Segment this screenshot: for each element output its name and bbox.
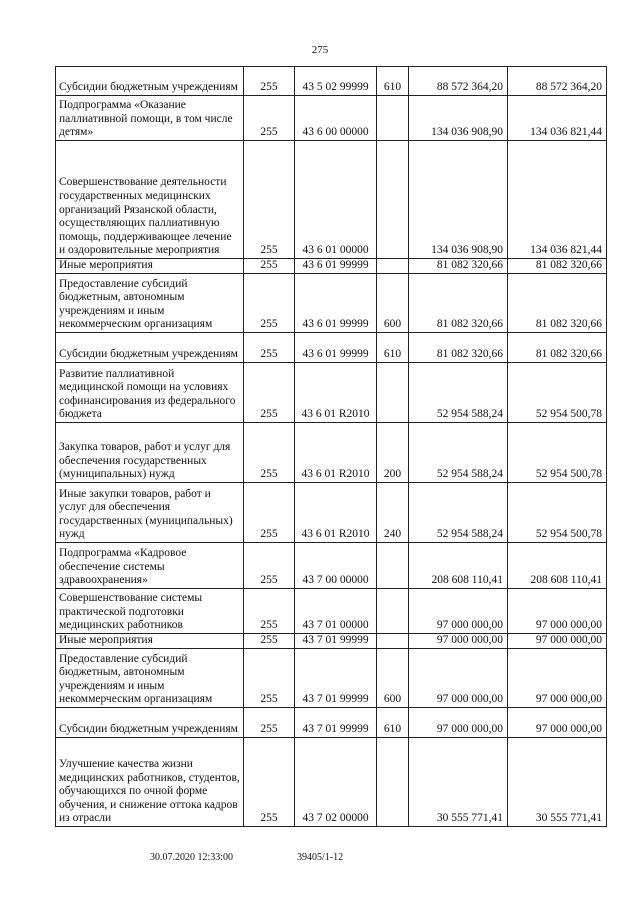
expense-type-code — [377, 363, 409, 423]
target-article-code: 43 6 01 99999 — [295, 274, 377, 333]
row-name: Субсидии бюджетным учреждениям — [56, 708, 244, 738]
amount-year-2: 97 000 000,00 — [508, 649, 607, 708]
target-article-code: 43 7 01 00000 — [295, 589, 377, 634]
amount-year-1: 52 954 588,24 — [409, 363, 508, 423]
ministry-code: 255 — [244, 649, 295, 708]
table-row — [56, 67, 607, 96]
ministry-code: 255 — [244, 589, 295, 634]
target-article-code: 43 7 01 99999 — [295, 634, 377, 649]
ministry-code: 255 — [244, 363, 295, 423]
amount-year-2: 97 000 000,00 — [508, 708, 607, 738]
amount-year-2: 52 954 500,78 — [508, 363, 607, 423]
amount-year-2: 81 082 320,66 — [508, 274, 607, 333]
expense-type-code — [377, 141, 409, 259]
amount-year-2: 134 036 821,44 — [508, 96, 607, 141]
table-row — [56, 333, 607, 363]
row-name: Иные мероприятия — [56, 259, 244, 274]
amount-year-2: 88 572 364,20 — [508, 67, 607, 96]
expense-type-code: 600 — [377, 649, 409, 708]
amount-year-1: 97 000 000,00 — [409, 708, 508, 738]
amount-year-1: 30 555 771,41 — [409, 738, 508, 827]
footer-datetime: 30.07.2020 12:33:00 — [150, 852, 234, 863]
row-name: Подпрограмма «Оказание паллиативной помощи, в том числе детям» — [56, 96, 244, 141]
page-number: 275 — [311, 44, 329, 56]
row-name: Субсидии бюджетным учреждениям — [56, 333, 244, 363]
target-article-code: 43 6 01 99999 — [295, 259, 377, 274]
expense-type-code: 610 — [377, 708, 409, 738]
expense-type-code — [377, 634, 409, 649]
expense-type-code: 240 — [377, 483, 409, 543]
amount-year-1: 81 082 320,66 — [409, 333, 508, 363]
amount-year-2: 134 036 821,44 — [508, 141, 607, 259]
amount-year-2: 208 608 110,41 — [508, 543, 607, 589]
ministry-code: 255 — [244, 67, 295, 96]
ministry-code: 255 — [244, 274, 295, 333]
target-article-code: 43 6 01 R2010 — [295, 483, 377, 543]
amount-year-1: 134 036 908,90 — [409, 96, 508, 141]
table-row — [56, 483, 607, 543]
ministry-code: 255 — [244, 738, 295, 827]
row-name: Совершенствование деятельности государственных медицинских организаций Рязанской области, осуществляющих паллиативную помощь, поддерживающее лечение и оздоровительные мероприятия — [56, 141, 244, 259]
target-article-code: 43 7 00 00000 — [295, 543, 377, 589]
ministry-code: 255 — [244, 423, 295, 483]
target-article-code: 43 6 01 R2010 — [295, 363, 377, 423]
row-name: Иные закупки товаров, работ и услуг для обеспечения государственных (муниципальных) нужд — [56, 483, 244, 543]
amount-year-1: 81 082 320,66 — [409, 259, 508, 274]
amount-year-2: 81 082 320,66 — [508, 333, 607, 363]
amount-year-1: 52 954 588,24 — [409, 423, 508, 483]
table-row — [56, 423, 607, 483]
table-row — [56, 649, 607, 708]
expense-type-code — [377, 96, 409, 141]
amount-year-2: 97 000 000,00 — [508, 589, 607, 634]
ministry-code: 255 — [244, 333, 295, 363]
target-article-code: 43 6 00 00000 — [295, 96, 377, 141]
target-article-code: 43 5 02 99999 — [295, 67, 377, 96]
target-article-code: 43 6 01 R2010 — [295, 423, 377, 483]
table-row — [56, 708, 607, 738]
row-name: Субсидии бюджетным учреждениям — [56, 67, 244, 96]
amount-year-2: 52 954 500,78 — [508, 423, 607, 483]
table-row — [56, 141, 607, 259]
target-article-code: 43 7 01 99999 — [295, 708, 377, 738]
ministry-code: 255 — [244, 543, 295, 589]
amount-year-1: 97 000 000,00 — [409, 634, 508, 649]
amount-year-1: 88 572 364,20 — [409, 67, 508, 96]
footer-doc-code: 39405/1-12 — [297, 852, 344, 863]
table-row — [56, 274, 607, 333]
expense-type-code — [377, 589, 409, 634]
expense-type-code: 200 — [377, 423, 409, 483]
table-row — [56, 589, 607, 634]
expense-type-code — [377, 738, 409, 827]
target-article-code: 43 6 01 99999 — [295, 333, 377, 363]
row-name: Развитие паллиативной медицинской помощи на условиях софинансирования из федерального бюджета — [56, 363, 244, 423]
ministry-code: 255 — [244, 483, 295, 543]
expense-type-code — [377, 259, 409, 274]
expense-type-code — [377, 543, 409, 589]
ministry-code: 255 — [244, 141, 295, 259]
row-name: Иные мероприятия — [56, 634, 244, 649]
expense-type-code: 610 — [377, 333, 409, 363]
expense-type-code: 600 — [377, 274, 409, 333]
table-row — [56, 363, 607, 423]
row-name: Совершенствование системы практической подготовки медицинских работников — [56, 589, 244, 634]
amount-year-1: 134 036 908,90 — [409, 141, 508, 259]
row-name: Закупка товаров, работ и услуг для обеспечения государственных (муниципальных) нужд — [56, 423, 244, 483]
row-name: Подпрограмма «Кадровое обеспечение системы здравоохранения» — [56, 543, 244, 589]
amount-year-1: 52 954 588,24 — [409, 483, 508, 543]
table-row — [56, 738, 607, 827]
budget-table — [55, 66, 607, 827]
ministry-code: 255 — [244, 96, 295, 141]
amount-year-2: 81 082 320,66 — [508, 259, 607, 274]
amount-year-2: 97 000 000,00 — [508, 634, 607, 649]
target-article-code: 43 7 01 99999 — [295, 649, 377, 708]
ministry-code: 255 — [244, 708, 295, 738]
amount-year-1: 208 608 110,41 — [409, 543, 508, 589]
table-row — [56, 543, 607, 589]
ministry-code: 255 — [244, 634, 295, 649]
table-row — [56, 96, 607, 141]
row-name: Предоставление субсидий бюджетным, автономным учреждениям и иным некоммерческим организациям — [56, 649, 244, 708]
expense-type-code: 610 — [377, 67, 409, 96]
table-row — [56, 259, 607, 274]
target-article-code: 43 6 01 00000 — [295, 141, 377, 259]
ministry-code: 255 — [244, 259, 295, 274]
table-row — [56, 634, 607, 649]
target-article-code: 43 7 02 00000 — [295, 738, 377, 827]
amount-year-2: 30 555 771,41 — [508, 738, 607, 827]
row-name: Улучшение качества жизни медицинских работников, студентов, обучающихся по очной форме обучения, и снижение оттока кадров из отрасли — [56, 738, 244, 827]
amount-year-1: 97 000 000,00 — [409, 589, 508, 634]
amount-year-1: 81 082 320,66 — [409, 274, 508, 333]
amount-year-1: 97 000 000,00 — [409, 649, 508, 708]
amount-year-2: 52 954 500,78 — [508, 483, 607, 543]
row-name: Предоставление субсидий бюджетным, автономным учреждениям и иным некоммерческим организациям — [56, 274, 244, 333]
